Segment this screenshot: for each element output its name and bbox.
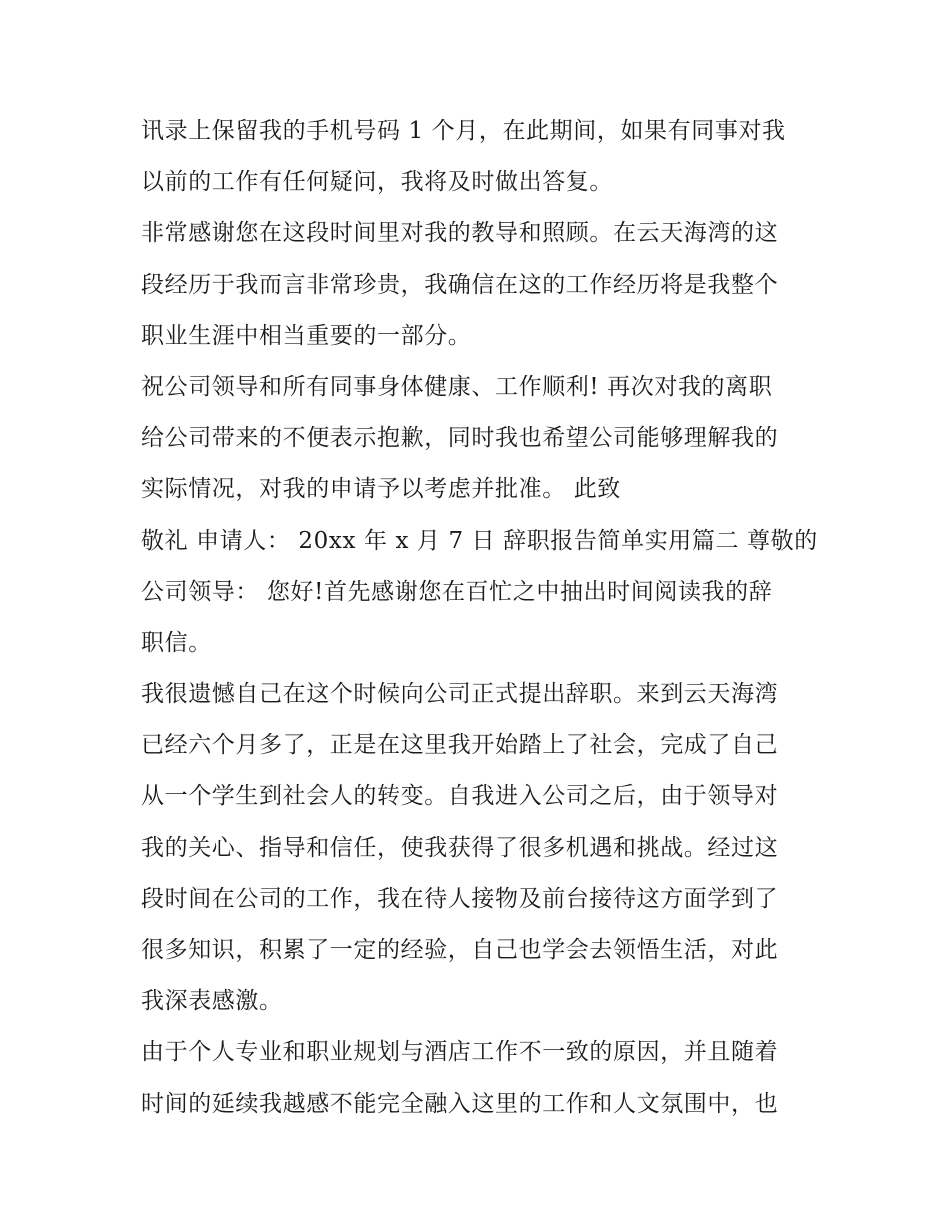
text-line: 非常感谢您在这段时间里对我的教导和照顾。在云天海湾的这 xyxy=(141,220,779,247)
text-line: 公司领导： 您好!首先感谢您在百忙之中抽出时间阅读我的辞 xyxy=(141,578,773,605)
text-line: 段时间在公司的工作，我在待人接物及前台接待这方面学到了 xyxy=(141,885,779,912)
paragraph-contact-retention xyxy=(141,106,821,208)
text-line: 从一个学生到社会人的转变。自我进入公司之后，由于领导对 xyxy=(141,783,779,810)
paragraph-signature-and-second-letter xyxy=(141,516,821,670)
text-line: 很多知识，积累了一定的经验，自己也学会去领悟生活，对此 xyxy=(141,937,779,963)
paragraph-resignation-reason xyxy=(141,669,821,1027)
text-line: 时间的延续我越感不能完全融入这里的工作和人文氛围中，也 xyxy=(141,1090,779,1117)
text-line: 段经历于我而言非常珍贵，我确信在这的工作经历将是我整个 xyxy=(141,271,779,298)
text-line: 我的关心、指导和信任，使我获得了很多机遇和挑战。经过这 xyxy=(141,834,779,861)
text-line: 给公司带来的不便表示抱歉，同时我也希望公司能够理解我的 xyxy=(141,425,779,452)
text-line: 由于个人专业和职业规划与酒店工作不一致的原因，并且随着 xyxy=(141,1039,779,1066)
text-line: 祝公司领导和所有同事身体健康、工作顺利! 再次对我的离职 xyxy=(141,373,773,400)
text-line: 敬礼 申请人： 20xx 年 x 月 7 日 辞职报告简单实用篇二 尊敬的 xyxy=(141,527,818,554)
paragraph-career-plan xyxy=(141,1027,821,1129)
text-line: 以前的工作有任何疑问，我将及时做出答复。 xyxy=(141,169,613,196)
paragraph-thanks xyxy=(141,208,821,362)
document-body xyxy=(141,106,821,1130)
text-line: 已经六个月多了，正是在这里我开始踏上了社会，完成了自己 xyxy=(141,732,779,759)
text-line: 职信。 xyxy=(141,629,212,656)
text-line: 我很遗憾自己在这个时候向公司正式提出辞职。来到云天海湾 xyxy=(141,681,779,708)
text-line: 讯录上保留我的手机号码 1 个月，在此期间，如果有同事对我 xyxy=(141,118,786,144)
paragraph-wishes xyxy=(141,362,821,516)
text-line: 职业生涯中相当重要的一部分。 xyxy=(141,322,472,349)
text-line: 实际情况，对我的申请予以考虑并批准。 此致 xyxy=(141,476,621,503)
text-line: 我深表感激。 xyxy=(141,988,283,1015)
